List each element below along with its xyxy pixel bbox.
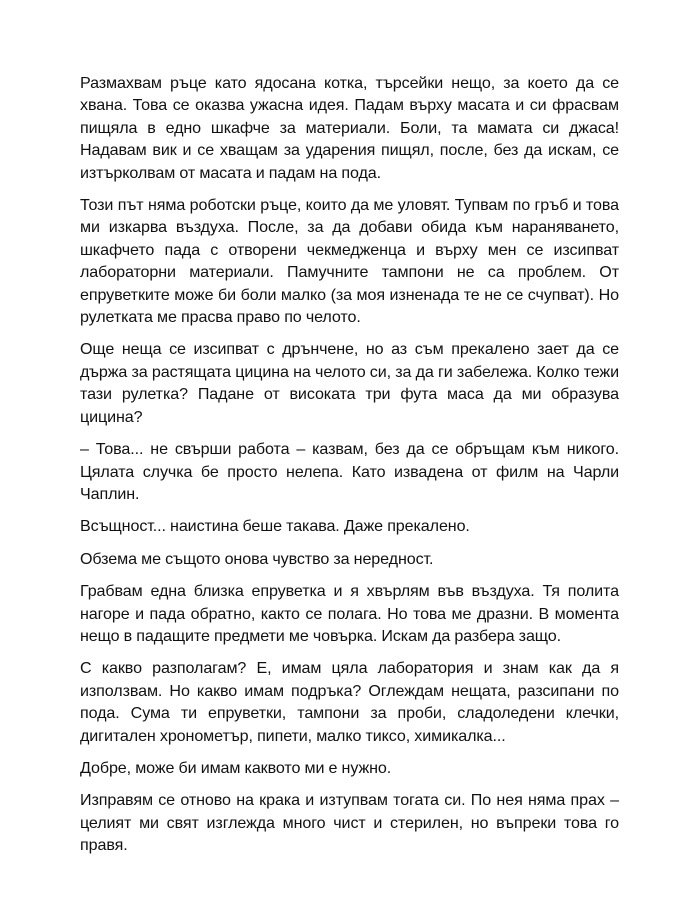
paragraph: Обзема ме същото онова чувство за нередност. xyxy=(80,549,434,568)
paragraph: Изправям се отново на крака и изтупвам тогата си. По нея няма прах – целият ми свят изглежда много чист и стерилен, но въпреки това го правя. xyxy=(80,791,619,855)
paragraph: Този път няма роботски ръце, които да ме уловят. Тупвам по гръб и това ми изкарва въздуха. После, за да добави обида към нараняването, шкафчето пада с отворени чекмедженца и върху мен се изсипват лабораторни материали. Памучните тампони не са проблем. От епруветките може би боли малко (за моя изненада те не се счупват). Но рулетката ме прасва право по челото. xyxy=(80,196,619,327)
body-text xyxy=(80,72,619,867)
paragraph: Добре, може би имам каквото ми е нужно. xyxy=(80,758,392,777)
paragraph: – Това... не свърши работа – казвам, без да се обръщам към никого. Цялата случка бе просто нелепа. Като извадена от филм на Чарли Чаплин. xyxy=(80,440,619,503)
paragraph: Размахвам ръце като ядосана котка, търсейки нещо, за което да се хвана. Това се оказва ужасна идея. Падам върху масата и си фрасвам пищяла в едно шкафче за материали. Боли, та мамата си джаса! Надавам вик и се хващам за ударения пищял, после, без да искам, се изтърколвам от масата и падам на пода. xyxy=(80,74,619,182)
paragraph: Още неща се изсипват с дрънчене, но аз съм прекалено зает да се държа за растящата цицина на челото си, за да ги забележа. Колко тежи тази рулетка? Падане от високата три фута маса да ми образува цицина? xyxy=(80,340,619,426)
paragraph: С какво разполагам? Е, имам цяла лаборатория и знам как да я използвам. Но какво имам подръка? Оглеждам нещата, разсипани по пода. Сума ти епруветки, тампони за проби, сладоледени клечки, дигитален хронометър, пипети, малко тиксо, химикалка... xyxy=(80,659,619,745)
paragraph: Грабвам една близка епруветка и я хвърлям във въздуха. Тя полита нагоре и пада обратно, както се полага. Но това ме дразни. В момента нещо в падащите предмети ме човърка. Искам да разбера защо. xyxy=(80,582,619,645)
paragraph: Всъщност... наистина беше такава. Даже прекалено. xyxy=(80,517,470,536)
